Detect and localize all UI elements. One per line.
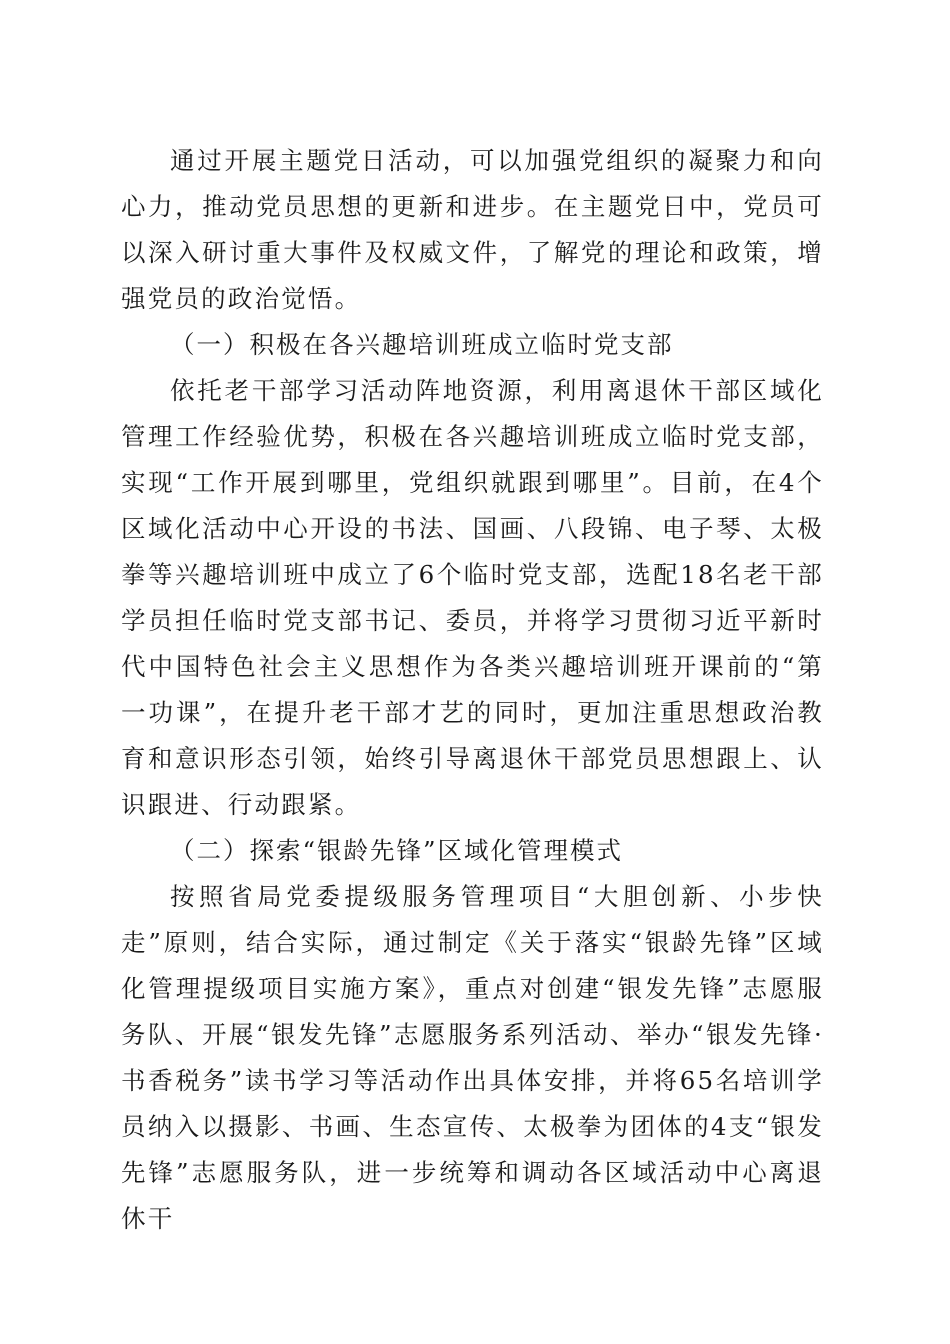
section-heading-1: （一）积极在各兴趣培训班成立临时党支部 <box>170 330 674 359</box>
section-2-paragraph: 按照省局党委提级服务管理项目“大胆创新、小步快走”原则，结合实际，通过制定《关于落实“银龄先锋”区域化管理提级项目实施方案》，重点对创建“银发先锋”志愿服务队、开展“银发先锋”志愿服务系列活动、举办“银发先锋·书香税务”读书学习等活动作出具体安排，并将65名培训学员纳入以摄影、书画、生态宣传、太极拳为团体的4支“银发先锋”志愿服务队，进一步统筹和调动各区域活动中心离退休干 <box>121 882 824 1233</box>
intro-paragraph: 通过开展主题党日活动，可以加强党组织的凝聚力和向心力，推动党员思想的更新和进步。在主题党日中，党员可以深入研讨重大事件及权威文件，了解党的理论和政策，增强党员的政治觉悟。 <box>121 146 824 313</box>
document-body <box>121 138 824 1242</box>
section-heading-2: （二）探索“银龄先锋”区域化管理模式 <box>170 836 624 865</box>
section-1-paragraph: 依托老干部学习活动阵地资源，利用离退休干部区域化管理工作经验优势，积极在各兴趣培训班成立临时党支部，实现“工作开展到哪里，党组织就跟到哪里”。目前，在4个区域化活动中心开设的书法、国画、八段锦、电子琴、太极拳等兴趣培训班中成立了6个临时党支部，选配18名老干部学员担任临时党支部书记、委员，并将学习贯彻习近平新时代中国特色社会主义思想作为各类兴趣培训班开课前的“第一功课”，在提升老干部才艺的同时，更加注重思想政治教育和意识形态引领，始终引导离退休干部党员思想跟上、认识跟进、行动跟紧。 <box>121 376 824 819</box>
